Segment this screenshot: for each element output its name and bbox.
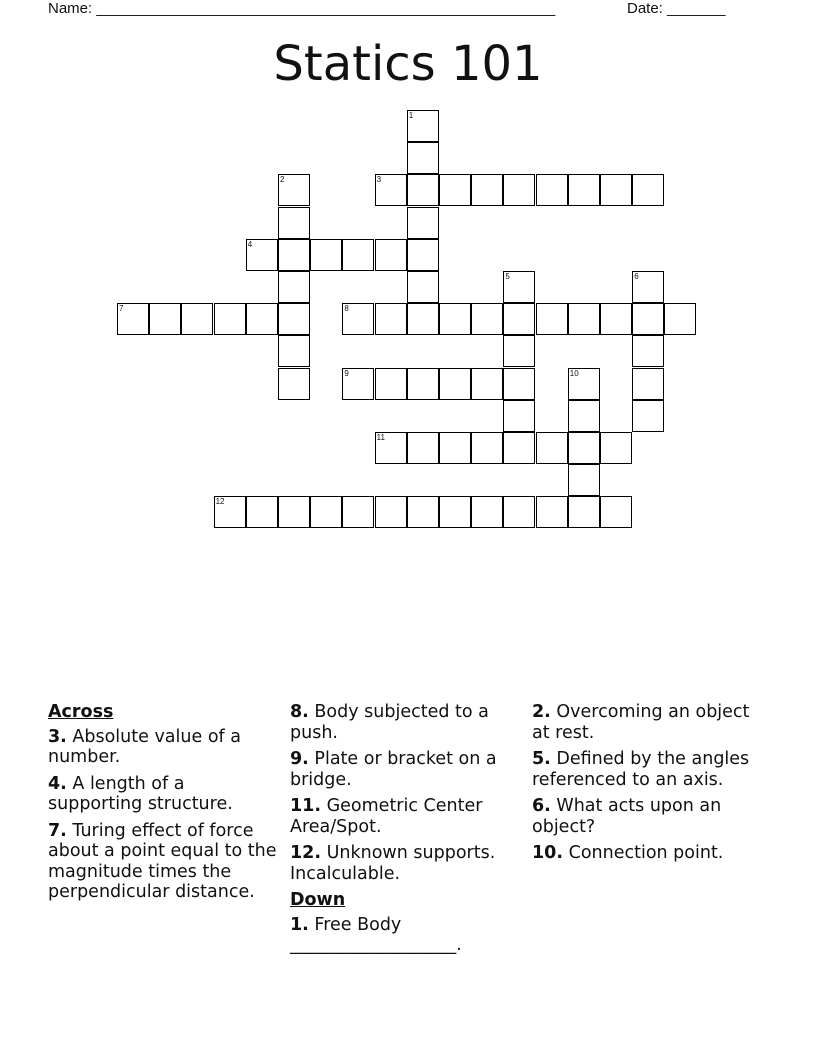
crossword-cell[interactable] [536, 174, 568, 206]
clue-column-3 [532, 702, 764, 870]
crossword-cell[interactable] [568, 432, 600, 464]
crossword-cell[interactable] [632, 174, 664, 206]
clue-text: Connection point. [568, 843, 724, 863]
crossword-cell[interactable] [664, 303, 696, 335]
crossword-cell[interactable] [568, 368, 600, 400]
cell-number: 11 [376, 433, 385, 442]
clue-across-12 [290, 843, 522, 884]
clue-down-10 [532, 843, 764, 864]
crossword-cell[interactable] [375, 368, 407, 400]
clue-across-8 [290, 702, 522, 743]
clue-across-11 [290, 796, 522, 837]
cell-number: 9 [344, 368, 349, 378]
crossword-cell[interactable] [278, 303, 310, 335]
crossword-cell[interactable] [632, 400, 664, 432]
clue-across-4 [48, 774, 280, 815]
crossword-cell[interactable] [278, 239, 310, 271]
crossword-cell[interactable] [375, 239, 407, 271]
crossword-cell[interactable] [117, 303, 149, 335]
crossword-cell[interactable] [600, 496, 632, 528]
crossword-cell[interactable] [407, 496, 439, 528]
crossword-cell[interactable] [568, 464, 600, 496]
crossword-cell[interactable] [407, 174, 439, 206]
crossword-cell[interactable] [407, 142, 439, 174]
clue-text: Geometric Center Area/Spot. [290, 796, 483, 837]
down-heading: Down [290, 890, 346, 910]
cell-number: 8 [344, 304, 349, 314]
crossword-cell[interactable] [503, 368, 535, 400]
clue-text: Free Body ___________________. [290, 914, 462, 955]
clue-down-5 [532, 749, 764, 790]
cell-number: 3 [376, 175, 382, 185]
crossword-cell[interactable] [471, 174, 503, 206]
crossword-cell[interactable] [568, 400, 600, 432]
crossword-cell[interactable] [246, 303, 278, 335]
crossword-cell[interactable] [342, 496, 374, 528]
crossword-cell[interactable] [214, 303, 246, 335]
crossword-cell[interactable] [536, 496, 568, 528]
crossword-cell[interactable] [278, 368, 310, 400]
cell-number: 6 [634, 272, 639, 281]
name-field-label[interactable]: Name: _______________________________________________________ [48, 0, 556, 17]
clue-text: Body subjected to a push. [290, 702, 489, 743]
clue-text: Absolute value of a number. [48, 726, 241, 767]
crossword-cell[interactable] [600, 432, 632, 464]
crossword-cell[interactable] [471, 432, 503, 464]
date-field-label[interactable]: Date: _______ [627, 0, 726, 17]
crossword-cell[interactable] [342, 303, 374, 335]
crossword-cell[interactable] [407, 110, 439, 142]
clue-text: Overcoming an object at rest. [532, 702, 750, 743]
clue-text: Turing effect of force about a point equal to the magnitude times the perpendicular distance. [48, 820, 277, 902]
crossword-cell[interactable] [342, 239, 374, 271]
crossword-cell[interactable] [471, 368, 503, 400]
clue-number: 2. [532, 702, 551, 722]
crossword-cell[interactable] [632, 335, 664, 367]
crossword-cell[interactable] [278, 271, 310, 303]
clue-across-9 [290, 749, 522, 790]
crossword-cell[interactable] [278, 207, 310, 239]
crossword-cell[interactable] [439, 432, 471, 464]
crossword-cell[interactable] [471, 496, 503, 528]
clue-number: 10. [532, 843, 564, 863]
crossword-cell[interactable] [439, 496, 471, 528]
crossword-cell[interactable] [375, 496, 407, 528]
clue-column-1 [48, 702, 280, 909]
crossword-cell[interactable] [568, 174, 600, 206]
cell-number: 12 [215, 497, 225, 507]
clue-number: 6. [532, 796, 551, 816]
clue-text: Unknown supports. Incalculable. [290, 843, 496, 884]
clue-down-6 [532, 796, 764, 837]
crossword-cell[interactable] [503, 271, 535, 303]
across-heading: Across [48, 702, 114, 722]
crossword-cell[interactable] [600, 303, 632, 335]
crossword-cell[interactable] [407, 368, 439, 400]
clue-number: 7. [48, 820, 67, 841]
clue-text: Plate or bracket on a bridge. [290, 749, 497, 790]
crossword-cell[interactable] [439, 368, 471, 400]
clue-down-1 [290, 915, 522, 956]
crossword-cell[interactable] [568, 303, 600, 335]
crossword-cell[interactable] [503, 335, 535, 367]
clue-number: 8. [290, 702, 309, 722]
clue-number: 1. [290, 914, 309, 935]
crossword-cell[interactable] [407, 432, 439, 464]
clue-number: 4. [48, 773, 67, 794]
crossword-cell[interactable] [214, 496, 246, 528]
crossword-cell[interactable] [600, 174, 632, 206]
crossword-cell[interactable] [278, 335, 310, 367]
crossword-cell[interactable] [536, 303, 568, 335]
crossword-cell[interactable] [407, 239, 439, 271]
clue-down-2 [532, 702, 764, 743]
crossword-cell[interactable] [439, 303, 471, 335]
crossword-cell[interactable] [375, 432, 407, 464]
clue-number: 12. [290, 843, 322, 863]
clue-text: Defined by the angles referenced to an axis. [532, 749, 750, 790]
crossword-cell[interactable] [149, 303, 181, 335]
cell-number: 5 [505, 272, 510, 281]
crossword-cell[interactable] [407, 207, 439, 239]
cell-number: 10 [569, 368, 579, 378]
clue-number: 3. [48, 726, 67, 747]
crossword-cell[interactable] [407, 303, 439, 335]
crossword-cell[interactable] [503, 496, 535, 528]
cell-number: 1 [408, 111, 414, 120]
clue-text: What acts upon an object? [532, 796, 722, 837]
crossword-cell[interactable] [375, 174, 407, 206]
crossword-cell[interactable] [310, 496, 342, 528]
clue-number: 5. [532, 749, 551, 769]
crossword-cell[interactable] [632, 303, 664, 335]
crossword-cell[interactable] [503, 303, 535, 335]
crossword-cell[interactable] [375, 303, 407, 335]
cell-number: 2 [280, 175, 285, 185]
crossword-cell[interactable] [246, 239, 278, 271]
crossword-cell[interactable] [632, 368, 664, 400]
clue-across-7 [48, 821, 280, 903]
crossword-cell[interactable] [310, 239, 342, 271]
crossword-cell[interactable] [503, 174, 535, 206]
clue-text: A length of a supporting structure. [48, 773, 233, 814]
crossword-cell[interactable] [568, 496, 600, 528]
clue-across-3 [48, 727, 280, 768]
crossword-cell[interactable] [246, 496, 278, 528]
crossword-cell[interactable] [342, 368, 374, 400]
clue-number: 9. [290, 749, 309, 769]
crossword-cell[interactable] [503, 432, 535, 464]
crossword-cell[interactable] [536, 432, 568, 464]
crossword-cell[interactable] [439, 174, 471, 206]
crossword-cell[interactable] [407, 271, 439, 303]
cell-number: 4 [247, 239, 253, 249]
crossword-cell[interactable] [471, 303, 503, 335]
clue-number: 11. [290, 796, 322, 816]
crossword-cell[interactable] [278, 174, 310, 206]
crossword-cell[interactable] [503, 400, 535, 432]
clue-column-2 [290, 702, 522, 962]
page-title: Statics 101 [273, 36, 543, 92]
crossword-cell[interactable] [181, 303, 213, 335]
crossword-cell[interactable] [632, 271, 664, 303]
cell-number: 7 [119, 304, 124, 314]
crossword-cell[interactable] [278, 496, 310, 528]
